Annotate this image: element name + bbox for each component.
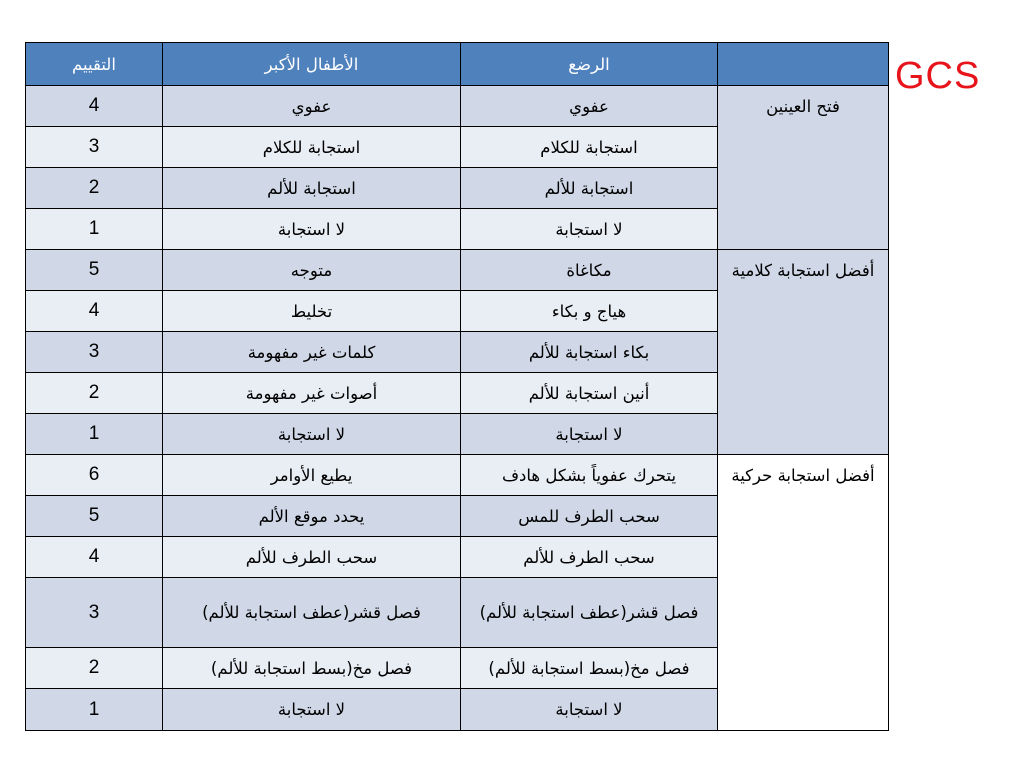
header-category xyxy=(718,43,889,86)
score-cell: 5 xyxy=(26,496,163,537)
score-cell: 3 xyxy=(26,578,163,648)
score-cell: 2 xyxy=(26,168,163,209)
header-infants: الرضع xyxy=(461,43,718,86)
category-motor-response: أفضل استجابة حركية xyxy=(718,455,889,731)
infants-cell: بكاء استجابة للألم xyxy=(461,332,718,373)
score-cell: 1 xyxy=(26,209,163,250)
score-cell: 1 xyxy=(26,689,163,731)
older-children-cell: لا استجابة xyxy=(163,209,461,250)
older-children-cell: كلمات غير مفهومة xyxy=(163,332,461,373)
infants-cell: مكاغاة xyxy=(461,250,718,291)
older-children-cell: أصوات غير مفهومة xyxy=(163,373,461,414)
older-children-cell: فصل مخ(بسط استجابة للألم) xyxy=(163,648,461,689)
score-cell: 4 xyxy=(26,291,163,332)
score-cell: 4 xyxy=(26,537,163,578)
table-row xyxy=(26,250,889,291)
infants-cell: لا استجابة xyxy=(461,414,718,455)
score-cell: 2 xyxy=(26,648,163,689)
infants-cell: فصل قشر(عطف استجابة للألم) xyxy=(461,578,718,648)
infants-cell: أنين استجابة للألم xyxy=(461,373,718,414)
infants-cell: استجابة للألم xyxy=(461,168,718,209)
infants-cell: استجابة للكلام xyxy=(461,127,718,168)
older-children-cell: لا استجابة xyxy=(163,414,461,455)
older-children-cell: استجابة للكلام xyxy=(163,127,461,168)
table-row xyxy=(26,455,889,496)
older-children-cell: استجابة للألم xyxy=(163,168,461,209)
header-older-children: الأطفال الأكبر xyxy=(163,43,461,86)
score-cell: 1 xyxy=(26,414,163,455)
infants-cell: سحب الطرف للمس xyxy=(461,496,718,537)
score-cell: 2 xyxy=(26,373,163,414)
older-children-cell: متوجه xyxy=(163,250,461,291)
score-cell: 6 xyxy=(26,455,163,496)
infants-cell: يتحرك عفوياً بشكل هادف xyxy=(461,455,718,496)
infants-cell: عفوي xyxy=(461,86,718,127)
older-children-cell: فصل قشر(عطف استجابة للألم) xyxy=(163,578,461,648)
infants-cell: فصل مخ(بسط استجابة للألم) xyxy=(461,648,718,689)
category-eye-opening: فتح العينين xyxy=(718,86,889,250)
infants-cell: سحب الطرف للألم xyxy=(461,537,718,578)
older-children-cell: تخليط xyxy=(163,291,461,332)
older-children-cell: يحدد موقع الألم xyxy=(163,496,461,537)
category-verbal-response: أفضل استجابة كلامية xyxy=(718,250,889,455)
score-cell: 3 xyxy=(26,127,163,168)
score-cell: 5 xyxy=(26,250,163,291)
table-row xyxy=(26,86,889,127)
score-cell: 3 xyxy=(26,332,163,373)
infants-cell: هياج و بكاء xyxy=(461,291,718,332)
gcs-table xyxy=(25,42,889,731)
older-children-cell: لا استجابة xyxy=(163,689,461,731)
infants-cell: لا استجابة xyxy=(461,689,718,731)
slide-title: GCS xyxy=(895,55,981,97)
infants-cell: لا استجابة xyxy=(461,209,718,250)
table-header-row xyxy=(26,43,889,86)
older-children-cell: سحب الطرف للألم xyxy=(163,537,461,578)
older-children-cell: يطيع الأوامر xyxy=(163,455,461,496)
score-cell: 4 xyxy=(26,86,163,127)
header-score: التقييم xyxy=(26,43,163,86)
older-children-cell: عفوي xyxy=(163,86,461,127)
